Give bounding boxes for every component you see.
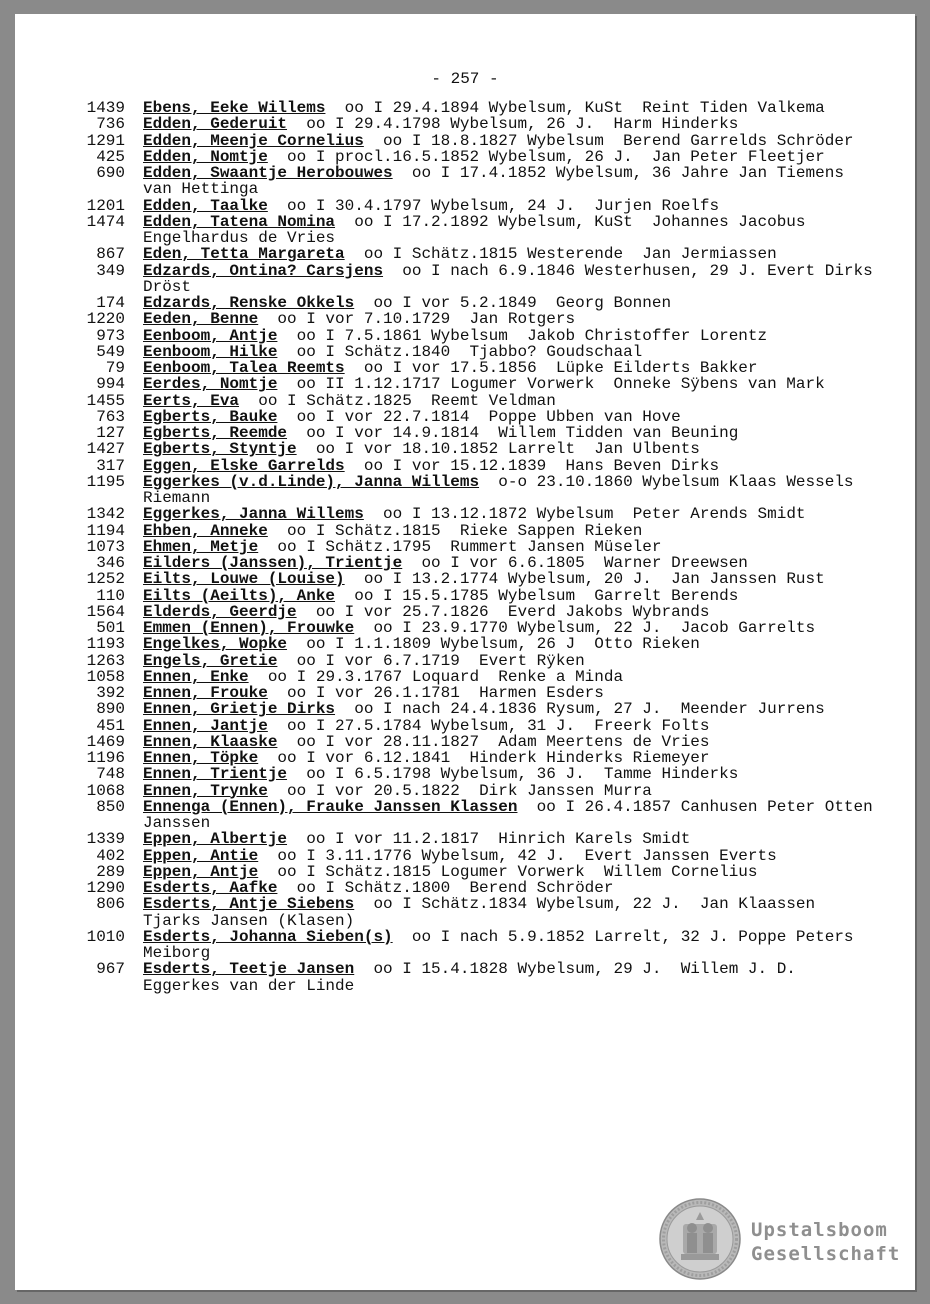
entry-name: Eerdes, Nomtje [143,375,278,394]
list-item [73,636,873,652]
list-item [73,311,873,327]
entry-text: oo I 29.3.1767 Loquard Renke a Minda [248,667,624,686]
entry-text: oo I 15.5.1785 Wybelsum Garrelt Berends [335,586,739,605]
entry-text: oo I vor 5.2.1849 Georg Bonnen [354,294,672,312]
entry-body [125,474,873,507]
list-item [73,961,873,994]
entry-body [125,344,873,360]
entry-text: oo I vor 17.5.1856 Lüpke Eilderts Bakker [344,359,758,377]
entry-name: Esderts, Antje Siebens [143,895,355,914]
entry-name: Eenboom, Talea Reemts [143,359,345,377]
entry-body [125,783,873,799]
entry-name: Edzards, Ontina? Carsjens [143,261,384,280]
list-item [73,604,873,620]
entry-text: oo I 29.4.1798 Wybelsum, 26 J. Harm Hinderks [287,115,739,134]
list-item [73,620,873,636]
entry-name: Eppen, Antje [143,862,259,881]
entry-number: 736 [96,115,125,134]
entry-name: Eilts (Aeilts), Anke [143,586,336,605]
entry-body [125,360,873,376]
entry-number: 1010 [86,927,125,946]
entry-body [125,261,883,296]
entry-name: Ehmen, Metje [143,537,259,556]
entry-body [125,604,873,620]
entry-name: Eilts, Louwe (Louise) [143,570,345,589]
entry-number: 867 [96,245,125,264]
entry-text: oo I vor 22.7.1814 Poppe Ubben van Hove [277,407,681,426]
entry-number: 451 [96,716,125,735]
list-item [73,831,873,847]
entry-text: oo I 30.4.1797 Wybelsum, 24 J. Jurjen Roelfs [267,196,720,215]
list-item [73,133,873,149]
entry-text: oo I 15.4.1828 Wybelsum, 29 J. Willem J. D. Eggerkes van der Linde [143,960,806,995]
entry-body [125,376,873,392]
society-name [751,1218,900,1266]
list-item [73,896,873,929]
entry-text: oo I nach 6.9.1846 Westerhusen, 29 J. Evert Dirks Dröst [143,261,883,296]
entry-text: oo I 26.4.1857 Canhusen Peter Otten Janssen [143,797,883,832]
entry-body [125,246,873,262]
list-item [73,295,873,311]
entry-number: 127 [96,424,125,442]
list-item [73,797,883,832]
entry-name: Eerts, Eva [143,391,240,410]
entry-text: oo I vor 15.12.1839 Hans Beven Dirks [344,456,720,475]
entry-name: Edzards, Renske Okkels [143,294,355,312]
entry-name: Edden, Taalke [143,196,268,215]
list-item [73,929,873,962]
list-item [73,360,873,376]
list-item [73,328,873,344]
list-item [73,344,873,360]
entry-text: oo I vor 7.10.1729 Jan Rotgers [258,310,576,329]
entry-number: 1252 [86,570,125,589]
entry-body [125,198,873,214]
entry-text: oo I Schätz.1825 Reemt Veldman [239,391,556,410]
list-item [73,165,873,198]
list-item [73,750,873,766]
entry-number: 1201 [86,196,125,215]
entry-number: 392 [96,684,125,702]
entry-number: 1439 [86,99,125,117]
list-item [73,393,873,409]
entry-body [125,718,873,734]
entry-text: oo I 3.11.1776 Wybelsum, 42 J. Evert Janssen Everts [258,846,777,865]
list-item [73,653,873,669]
list-item [73,571,873,587]
entry-number: 1220 [86,310,125,329]
entry-number: 994 [96,375,125,394]
entry-number: 1196 [86,749,125,767]
list-item [73,718,873,734]
entry-text: oo I Schätz.1840 Tjabbo? Goudschaal [277,342,643,361]
entry-number: 110 [96,586,125,605]
entry-text: oo I 17.4.1852 Wybelsum, 36 Jahre Jan Tiemens van Hettinga [143,164,854,199]
entry-body [125,149,873,165]
entry-name: Ennen, Enke [143,667,249,686]
entry-body [125,506,873,522]
entry-body [125,896,873,929]
list-item [73,685,873,701]
entry-number: 690 [96,164,125,182]
entry-text: oo I 27.5.1784 Wybelsum, 31 J. Freerk Folts [267,716,710,735]
entry-text: oo I vor 6.12.1841 Hinderk Hinderks Riemeyer [258,749,710,767]
society-line-2: Gesellschaft [751,1243,901,1265]
society-line-1: Upstalsboom [751,1219,888,1241]
entry-body [125,620,873,636]
entry-name: Edden, Tatena Nomina [143,212,336,231]
entry-number: 1564 [86,602,125,621]
entry-text: oo I 1.1.1809 Wybelsum, 26 J Otto Rieken [287,635,700,654]
list-item [73,425,873,441]
entry-body [125,766,873,782]
entry-name: Ennenga (Ennen), Frauke Janssen Klassen [143,797,518,816]
list-item [73,246,873,262]
entry-name: Egberts, Reemde [143,424,288,442]
entry-text: oo I vor 25.7.1826 Everd Jakobs Wybrands [296,602,710,621]
entry-name: Eppen, Albertje [143,830,288,849]
list-item [73,116,873,132]
entry-name: Eeden, Benne [143,310,259,329]
entry-body [125,588,873,604]
entry-body [125,441,873,457]
list-item [73,766,873,782]
entry-number: 967 [96,960,125,979]
entry-body [125,100,873,116]
entry-body [125,864,873,880]
entry-body [125,523,873,539]
entry-body [125,669,873,685]
entry-body [125,701,873,717]
entry-text: oo I Schätz.1834 Wybelsum, 22 J. Jan Klaassen Tjarks Jansen (Klasen) [143,895,825,930]
entry-text: oo I 29.4.1894 Wybelsum, KuSt Reint Tiden Valkema [325,99,825,117]
entry-text: oo I Schätz.1815 Westerende Jan Jermiassen [344,245,777,264]
entry-name: Eppen, Antie [143,846,259,865]
entry-name: Esderts, Johanna Sieben(s) [143,927,393,946]
entry-number: 1263 [86,651,125,670]
list-item [73,848,873,864]
entry-name: Ehben, Anneke [143,521,268,540]
entry-text: oo I 13.2.1774 Wybelsum, 20 J. Jan Janssen Rust [344,570,825,589]
page-number: - 257 - [431,70,499,88]
entry-body [125,685,873,701]
list-item [73,441,873,457]
list-item [73,880,873,896]
entry-name: Ennen, Trynke [143,781,268,800]
list-item [73,409,873,425]
entry-number: 1474 [86,212,125,231]
entry-name: Engels, Gretie [143,651,278,670]
entry-body [125,165,873,198]
entry-number: 973 [96,326,125,345]
entry-text: oo I 17.2.1892 Wybelsum, KuSt Johannes Jacobus Engelhardus de Vries [143,212,816,247]
entry-text: oo I vor 26.1.1781 Harmen Esders [267,684,604,702]
entry-text: oo I vor 20.5.1822 Dirk Janssen Murra [267,781,652,800]
entry-number: 346 [96,554,125,572]
entry-name: Ennen, Grietje Dirks [143,700,336,719]
entry-number: 1068 [86,781,125,800]
entry-body [125,393,873,409]
entry-text: oo I nach 5.9.1852 Larrelt, 32 J. Poppe Peters Meiborg [143,927,864,962]
entry-number: 549 [96,342,125,361]
list-item [73,261,883,296]
entry-number: 289 [96,862,125,881]
entry-text: oo I 13.12.1872 Wybelsum Peter Arends Smidt [363,505,806,524]
entry-number: 425 [96,147,125,166]
entry-text: oo I 23.9.1770 Wybelsum, 22 J. Jacob Garrelts [354,619,816,637]
entry-name: Eilders (Janssen), Trientje [143,554,403,572]
entry-text: oo I 18.8.1827 Wybelsum Berend Garrelds Schröder [363,131,854,150]
list-item [73,783,873,799]
entry-name: Eggen, Elske Garrelds [143,456,345,475]
entry-text: oo I Schätz.1795 Rummert Jansen Müseler [258,537,662,556]
entry-text: oo I 7.5.1861 Wybelsum Jakob Christoffer Lorentz [277,326,768,345]
list-item [73,555,873,571]
entry-number: 748 [96,765,125,784]
entry-number: 1291 [86,131,125,150]
entry-number: 402 [96,846,125,865]
entry-number: 79 [105,359,125,377]
society-seal-icon [659,1198,741,1280]
list-item [73,734,873,750]
entry-number: 763 [96,407,125,426]
list-item [73,506,873,522]
entry-name: Edden, Swaantje Herobouwes [143,164,393,182]
list-item [73,539,873,555]
entry-name: Edden, Nomtje [143,147,268,166]
entry-number: 317 [96,456,125,475]
entry-text: oo I vor 18.10.1852 Larrelt Jan Ulbents [296,440,700,459]
entry-number: 174 [96,294,125,312]
entry-body [125,831,873,847]
entry-text: oo I Schätz.1815 Rieke Sappen Rieken [267,521,643,540]
entry-list [73,99,883,995]
entry-name: Ebens, Eeke Willems [143,99,326,117]
entry-name: Eenboom, Antje [143,326,278,345]
entry-name: Ennen, Töpke [143,749,259,767]
entry-name: Engelkes, Wopke [143,635,288,654]
entry-body [125,880,873,896]
entry-number: 1455 [86,391,125,410]
entry-name: Emmen (Ennen), Frouwke [143,619,355,637]
list-item [73,523,873,539]
entry-number: 1194 [86,521,125,540]
entry-name: Egberts, Styntje [143,440,297,459]
entry-name: Esderts, Teetje Jansen [143,960,355,979]
entry-text: oo I vor 6.7.1719 Evert Rÿken [277,651,585,670]
list-item [73,701,873,717]
entry-name: Elderds, Geerdje [143,602,297,621]
entry-name: Edden, Meenje Cornelius [143,131,364,150]
entry-name: Ennen, Klaaske [143,732,278,751]
entry-name: Eden, Tetta Margareta [143,245,345,264]
list-item [73,214,873,247]
entry-number: 890 [96,700,125,719]
entry-name: Esderts, Aafke [143,879,278,897]
entry-body [125,311,873,327]
entry-text: oo I Schätz.1800 Berend Schröder [277,879,614,897]
entry-number: 349 [96,261,125,280]
entry-number: 1469 [86,732,125,751]
list-item [73,864,873,880]
entry-number: 1073 [86,537,125,556]
entry-name: Egberts, Bauke [143,407,278,426]
entry-number: 1290 [86,879,125,897]
document-page [15,14,915,1290]
entry-body [125,539,873,555]
entry-text: oo I vor 28.11.1827 Adam Meertens de Vries [277,732,710,751]
entry-name: Eggerkes (v.d.Linde), Janna Willems [143,472,480,491]
list-item [73,376,873,392]
entry-text: oo I vor 6.6.1805 Warner Dreewsen [402,554,748,572]
entry-number: 1427 [86,440,125,459]
entry-body [125,636,873,652]
list-item [73,588,873,604]
entry-number: 1339 [86,830,125,849]
entry-body [125,571,873,587]
entry-number: 1342 [86,505,125,524]
entry-number: 850 [96,797,125,816]
entry-name: Eggerkes, Janna Willems [143,505,364,524]
entry-body [125,929,873,962]
list-item [73,198,873,214]
entry-text: oo I nach 24.4.1836 Rysum, 27 J. Meender Jurrens [335,700,825,719]
entry-name: Ennen, Frouke [143,684,268,702]
entry-text: oo I vor 14.9.1814 Willem Tidden van Beuning [287,424,739,442]
entry-body [125,409,873,425]
entry-name: Edden, Gederuit [143,115,288,134]
entry-body [125,214,873,247]
list-item [73,669,873,685]
entry-body [125,425,873,441]
entry-text: oo I Schätz.1815 Logumer Vorwerk Willem Cornelius [258,862,758,881]
list-item [73,474,873,507]
entry-body [125,750,873,766]
entry-text: o-o 23.10.1860 Wybelsum Klaas Wessels Riemann [143,472,864,507]
entry-number: 501 [96,619,125,637]
entry-number: 806 [96,895,125,914]
entry-body [125,848,873,864]
entry-body [125,797,883,832]
entry-body [125,555,873,571]
entry-body [125,328,873,344]
entry-text: oo I procl.16.5.1852 Wybelsum, 26 J. Jan Peter Fleetjer [267,147,825,166]
entry-body [125,458,873,474]
entry-text: oo I 6.5.1798 Wybelsum, 36 J. Tamme Hinderks [287,765,739,784]
entry-name: Ennen, Trientje [143,765,288,784]
entry-text: oo I vor 11.2.1817 Hinrich Karels Smidt [287,830,691,849]
entry-body [125,653,873,669]
entry-body [125,734,873,750]
list-item [73,149,873,165]
entry-body [125,133,873,149]
entry-name: Eenboom, Hilke [143,342,278,361]
entry-name: Ennen, Jantje [143,716,268,735]
list-item [73,100,873,116]
entry-number: 1058 [86,667,125,686]
entry-number: 1193 [86,635,125,654]
entry-body [125,961,873,994]
list-item [73,458,873,474]
entry-body [125,295,873,311]
entry-text: oo II 1.12.1717 Logumer Vorwerk Onneke Sÿbens van Mark [277,375,825,394]
entry-body [125,116,873,132]
entry-number: 1195 [86,472,125,491]
